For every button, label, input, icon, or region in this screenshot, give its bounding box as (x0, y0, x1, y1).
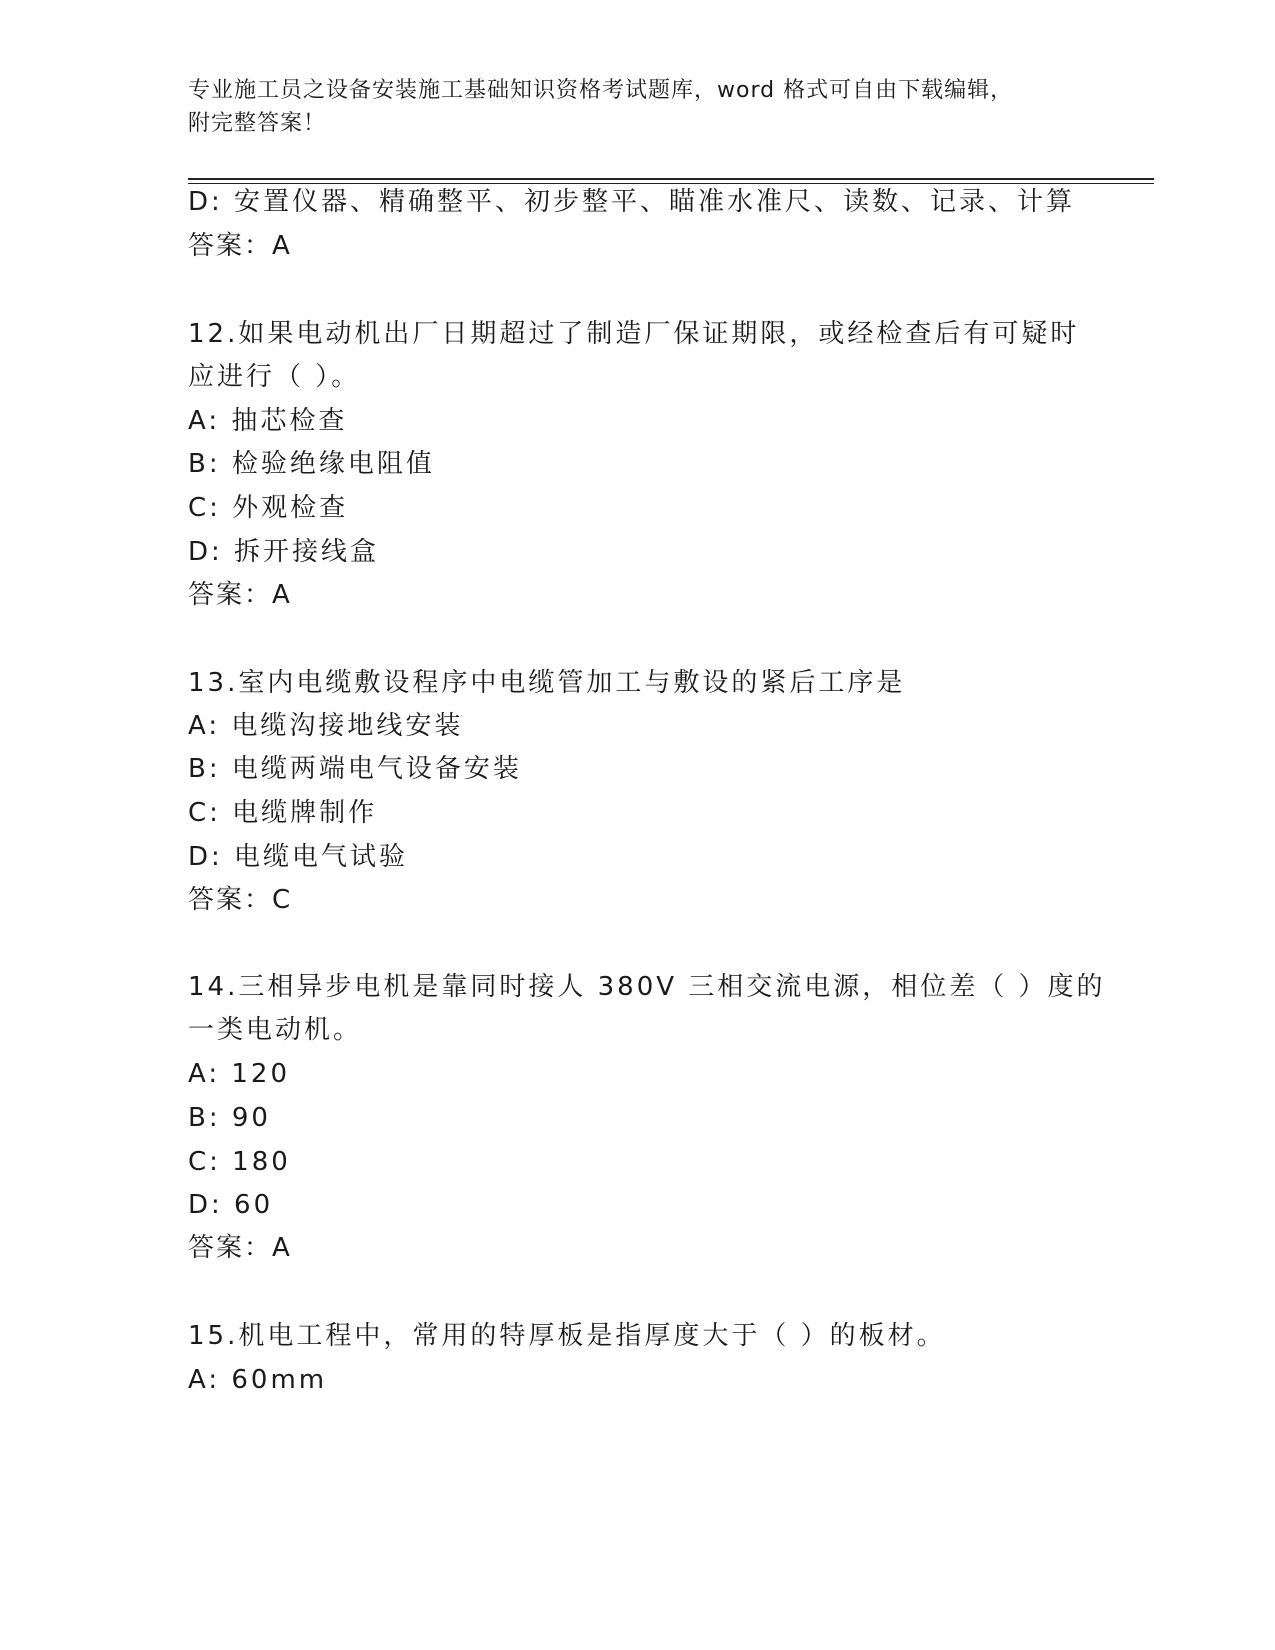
q12-answer: 答案：A (188, 580, 292, 610)
header-divider-thick (188, 178, 1154, 180)
document-header (188, 74, 1088, 140)
q14-stem-line-2: 一类电动机。 (188, 1015, 363, 1045)
q13-option-c: C: 电缆牌制作 (188, 798, 378, 828)
q14-option-d: D: 60 (188, 1190, 274, 1220)
q12-option-d: D: 拆开接线盒 (188, 537, 380, 567)
q12-stem-line-2: 应进行（ ）。 (188, 362, 361, 392)
q14-stem-line-1: 14.三相异步电机是靠同时接人 380V 三相交流电源，相位差（ ）度的 (188, 972, 1106, 1002)
q14-option-b: B: 90 (188, 1103, 271, 1133)
q15-stem-line-1: 15.机电工程中，常用的特厚板是指厚度大于（ ）的板材。 (188, 1321, 946, 1351)
q13-option-a: A: 电缆沟接地线安装 (188, 711, 464, 741)
q13-option-b: B: 电缆两端电气设备安装 (188, 754, 522, 784)
q12-option-c: C: 外观检查 (188, 493, 349, 523)
header-title-line-2: 附完整答案！ (188, 111, 327, 136)
q15-option-a: A: 60mm (188, 1365, 328, 1395)
q11-option-d: D: 安置仪器、精确整平、初步整平、瞄准水准尺、读数、记录、计算 (188, 187, 1076, 217)
q14-option-a: A: 120 (188, 1059, 290, 1089)
q11-answer: 答案：A (188, 231, 292, 261)
q12-stem-line-1: 12.如果电动机出厂日期超过了制造厂保证期限，或经检查后有可疑时 (188, 319, 1080, 349)
q14-answer: 答案：A (188, 1233, 292, 1263)
q13-option-d: D: 电缆电气试验 (188, 842, 409, 872)
q12-option-a: A: 抽芯检查 (188, 406, 348, 436)
q12-option-b: B: 检验绝缘电阻值 (188, 449, 435, 479)
q13-stem-line-1: 13.室内电缆敷设程序中电缆管加工与敷设的紧后工序是 (188, 668, 906, 698)
q14-option-c: C: 180 (188, 1147, 291, 1177)
q13-answer: 答案：C (188, 885, 293, 915)
header-title-line-1: 专业施工员之设备安装施工基础知识资格考试题库，word 格式可自由下载编辑， (188, 78, 1014, 103)
header-divider-thin (188, 183, 1154, 184)
